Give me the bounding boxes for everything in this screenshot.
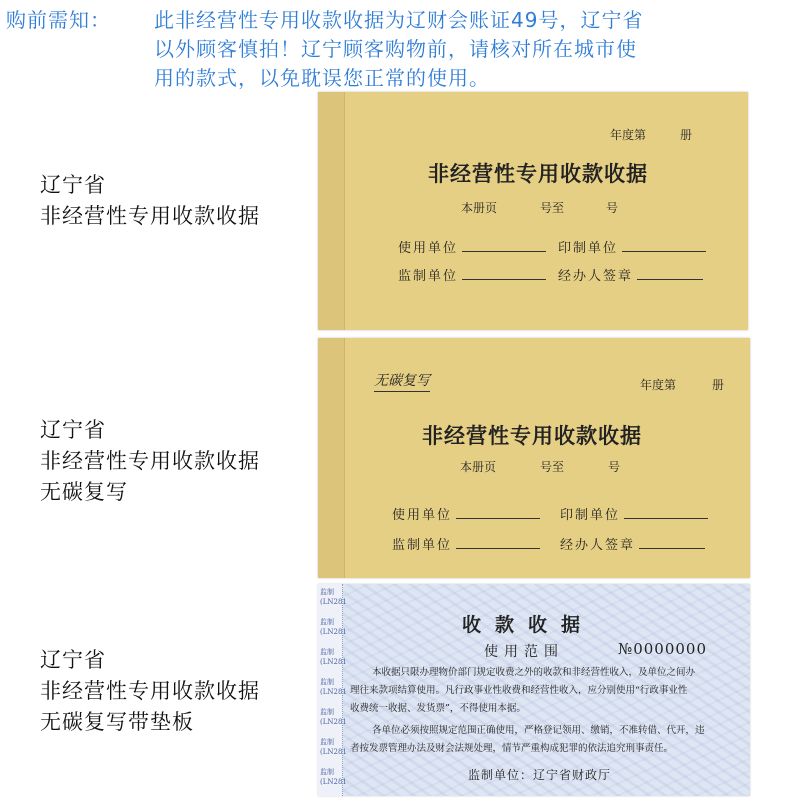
volume-label: 册 bbox=[680, 128, 693, 142]
product-2-desc-line-2: 非经营性专用收款收据 bbox=[40, 449, 260, 473]
receipt-title: 收款收据 bbox=[462, 614, 595, 636]
receipt-number: №0000000 bbox=[618, 640, 707, 658]
stub-label: 监制 bbox=[320, 768, 334, 776]
supervise-unit-line bbox=[462, 266, 546, 280]
stub-label: (LN281 bbox=[320, 658, 347, 666]
handler-sign-field bbox=[558, 265, 703, 284]
stub-label: (LN281 bbox=[320, 688, 347, 696]
page-label: 本册页 bbox=[461, 201, 498, 215]
year-label: 年度第 bbox=[610, 128, 647, 142]
product-1-receipt-book-image bbox=[318, 92, 748, 330]
stub-label: 监制 bbox=[320, 618, 334, 626]
stub-label: 监制 bbox=[320, 678, 334, 686]
product-2-desc-line-1: 辽宁省 bbox=[40, 418, 106, 442]
use-unit-field bbox=[398, 237, 546, 256]
receipt-scope: 使用范围 bbox=[484, 644, 564, 660]
notice-text bbox=[154, 6, 794, 93]
print-unit-field bbox=[560, 504, 708, 523]
product-2-receipt-book-image bbox=[318, 338, 750, 578]
print-unit-line bbox=[622, 238, 706, 252]
supervise-unit-line bbox=[456, 535, 540, 549]
book-spine bbox=[318, 338, 345, 578]
print-unit-label: 印制单位 bbox=[560, 508, 621, 523]
notice-line-1: 此非经营性专用收款收据为辽财会账证49号，辽宁省 bbox=[154, 8, 644, 32]
receipt-body-line-4: 各单位必须按照规定范围正确使用，严格登记领用、缴销，不准转借、代开，违 bbox=[372, 725, 705, 736]
year-label: 年度第 bbox=[640, 378, 677, 392]
stub-label: 监制 bbox=[320, 738, 334, 746]
product-3-desc-line-2: 非经营性专用收款收据 bbox=[40, 679, 260, 703]
book-spine bbox=[318, 92, 345, 330]
number-to-label: 号 bbox=[606, 201, 619, 215]
product-1-description bbox=[40, 170, 310, 232]
supervise-unit-label: 监制单位 bbox=[392, 538, 453, 553]
product-2-description bbox=[40, 415, 310, 508]
handler-sign-line bbox=[639, 535, 705, 549]
receipt-body-line-3: 收费统一收据、发货票”，不得使用本据。 bbox=[350, 703, 526, 714]
receipt-stub bbox=[318, 584, 347, 796]
use-unit-label: 使用单位 bbox=[398, 241, 459, 256]
handler-sign-label: 经办人签章 bbox=[560, 538, 636, 553]
product-3-receipt-image bbox=[318, 584, 750, 796]
stub-label: 监制 bbox=[320, 648, 334, 656]
stub-label: (LN281 bbox=[320, 718, 347, 726]
product-1-desc-line-1: 辽宁省 bbox=[40, 173, 106, 197]
number-from-label: 号至 bbox=[540, 460, 565, 474]
stub-label: (LN281 bbox=[320, 778, 347, 786]
use-unit-line bbox=[456, 505, 540, 519]
product-2-desc-line-3: 无碳复写 bbox=[40, 480, 128, 504]
handler-sign-line bbox=[637, 266, 703, 280]
notice-line-3: 用的款式，以免耽误您正常的使用。 bbox=[154, 66, 490, 90]
print-unit-label: 印制单位 bbox=[558, 241, 619, 256]
notice-line-2: 以外顾客慎拍！辽宁顾客购物前，请核对所在城市使 bbox=[154, 37, 637, 61]
number-to-label: 号 bbox=[608, 460, 621, 474]
product-3-desc-line-1: 辽宁省 bbox=[40, 648, 106, 672]
handler-sign-label: 经办人签章 bbox=[558, 269, 634, 284]
use-unit-label: 使用单位 bbox=[392, 508, 453, 523]
stub-label: (LN281 bbox=[320, 598, 347, 606]
carbonless-stamp: 无碳复写 bbox=[374, 370, 430, 392]
notice-label: 购前需知： bbox=[6, 8, 111, 32]
stub-label: (LN281 bbox=[320, 628, 347, 636]
book-title: 非经营性专用收款收据 bbox=[428, 161, 648, 186]
supervise-unit-field bbox=[392, 534, 540, 553]
volume-label: 册 bbox=[712, 378, 725, 392]
print-unit-field bbox=[558, 237, 706, 256]
receipt-body-line-2: 理往来款项结算使用。凡行政事业性收费和经营性收入，应分别使用“行政事业性 bbox=[350, 685, 688, 696]
stub-label: 监制 bbox=[320, 708, 334, 716]
book-title: 非经营性专用收款收据 bbox=[422, 423, 642, 448]
use-unit-line bbox=[462, 238, 546, 252]
product-1-desc-line-2: 非经营性专用收款收据 bbox=[40, 204, 260, 228]
supervise-unit-label: 监制单位 bbox=[398, 269, 459, 284]
number-from-label: 号至 bbox=[540, 201, 565, 215]
stub-label: 监制 bbox=[320, 588, 334, 596]
receipt-body-line-5: 者按发票管理办法及财会法规处理，情节严重构成犯罪的依法追究刑事责任。 bbox=[350, 743, 674, 754]
receipt-body-line-1: 本收据只限办理物价部门规定收费之外的收款和非经营性收入，及单位之间办 bbox=[372, 667, 696, 678]
product-3-desc-line-3: 无碳复写带垫板 bbox=[40, 710, 194, 734]
receipt-supervisor: 监制单位：辽宁省财政厅 bbox=[468, 768, 612, 782]
stub-label: (LN281 bbox=[320, 748, 347, 756]
supervise-unit-field bbox=[398, 265, 546, 284]
use-unit-field bbox=[392, 504, 540, 523]
print-unit-line bbox=[624, 505, 708, 519]
product-3-description bbox=[40, 645, 310, 738]
page-label: 本册页 bbox=[460, 460, 497, 474]
handler-sign-field bbox=[560, 534, 705, 553]
